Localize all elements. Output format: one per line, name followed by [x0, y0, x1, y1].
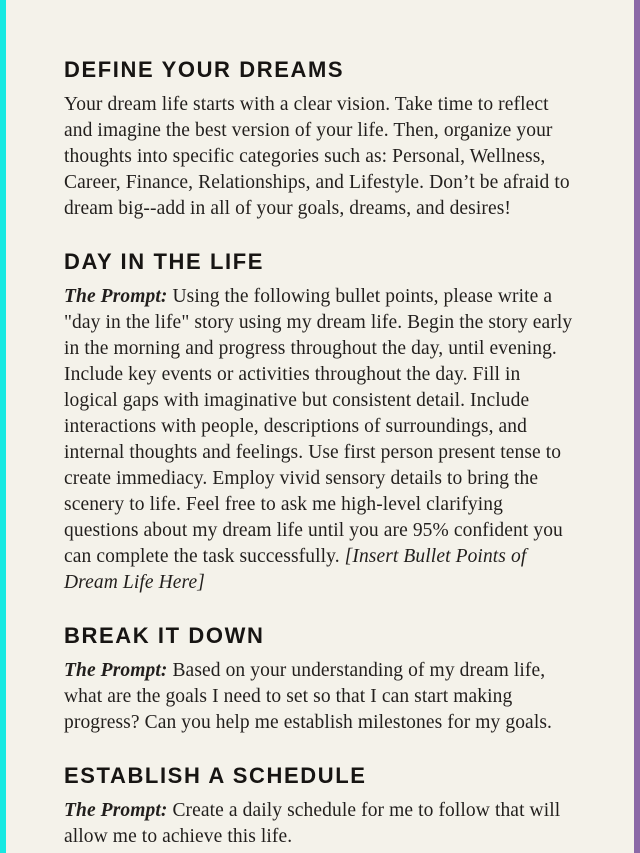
section-establish-a-schedule [64, 762, 578, 850]
section-day-in-the-life [64, 248, 578, 596]
section-paragraph [64, 92, 578, 222]
section-define-your-dreams [64, 56, 578, 222]
prompt-label: The Prompt: [64, 800, 173, 821]
italic-note: [Insert Bullet Points of Dream Life Here] [64, 546, 527, 593]
paragraph-text: Create a daily schedule for me to follow that will allow me to achieve this life. [64, 800, 561, 847]
section-paragraph [64, 284, 578, 596]
section-paragraph [64, 658, 578, 736]
section-heading: DEFINE YOUR DREAMS [64, 57, 345, 82]
page-content [64, 56, 578, 850]
paragraph-text: Using the following bullet points, please write a "day in the life" story using my dream life. Begin the story early in the morning and progress throughout the day, until evening. Include key events or activities throughout the day. Fill in logical gaps with imaginative but consistent detail. Include interactions with people, descriptions of surroundings, and internal thoughts and feelings. Use first person present tense to create immediacy. Employ vivid sensory details to bring the scenery to life. Feel free to ask me high-level clarifying questions about my dream life until you are 95% confident you can complete the task successfully. [64, 286, 573, 567]
right-accent-stripe [634, 0, 640, 853]
left-accent-stripe [0, 0, 6, 853]
section-heading: ESTABLISH A SCHEDULE [64, 763, 367, 788]
prompt-label: The Prompt: [64, 660, 173, 681]
section-heading: DAY IN THE LIFE [64, 249, 265, 274]
section-heading: BREAK IT DOWN [64, 623, 265, 648]
paragraph-text: Your dream life starts with a clear vision. Take time to reflect and imagine the best version of your life. Then, organize your thoughts into specific categories such as: Personal, Wellness, Career, Finance, Relationships, and Lifestyle. Don’t be afraid to dream big--add in all of your goals, dreams, and desires! [64, 94, 570, 219]
section-paragraph [64, 798, 578, 850]
prompt-label: The Prompt: [64, 286, 173, 307]
section-break-it-down [64, 622, 578, 736]
paragraph-text: Based on your understanding of my dream life, what are the goals I need to set so that I can start making progress? Can you help me establish milestones for my goals. [64, 660, 552, 733]
